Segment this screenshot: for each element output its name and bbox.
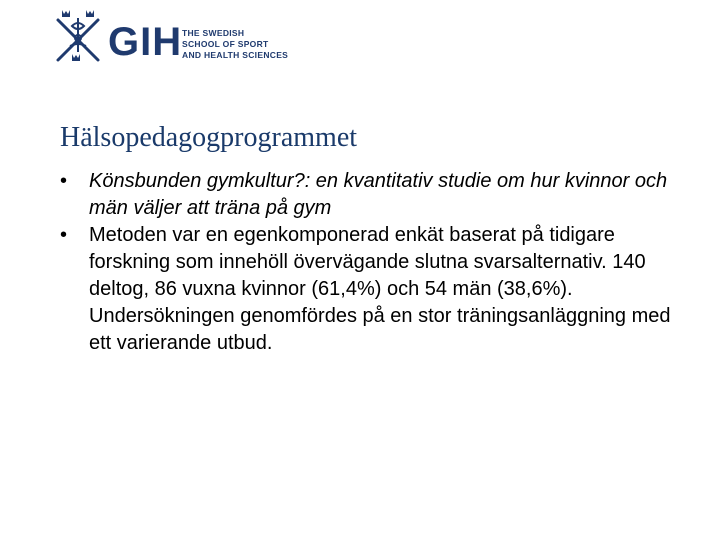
- bullet-item-2: [60, 222, 690, 357]
- logo-subtitle: [182, 28, 288, 61]
- bullet-list: [60, 168, 690, 357]
- slide-title: Hälsopedagogprogrammet: [60, 122, 358, 153]
- bullet-item-1: [60, 168, 690, 222]
- bullet-dot: •: [60, 170, 68, 192]
- bullet-text: Metoden var en egenkomponerad enkät baserat på tidigare forskning som innehöll övervägande slutna svarsalternativ. 140 deltog, 86 vuxna kvinnor (61,4%) och 54 män (38,6%). Undersökningen genomfördes på en stor träningsanläggning med ett varierande utbud.: [89, 224, 671, 354]
- logo-wordmark: GIH: [108, 20, 183, 64]
- logo-line-3: AND HEALTH SCIENCES: [182, 50, 289, 60]
- crown-crest-icon: [50, 6, 106, 76]
- logo-line-1: THE SWEDISH: [182, 28, 245, 38]
- gih-logo: [50, 6, 290, 76]
- bullet-dot: •: [60, 224, 68, 246]
- logo-line-2: SCHOOL OF SPORT: [182, 39, 269, 49]
- bullet-text: Könsbunden gymkultur?: en kvantitativ studie om hur kvinnor och män väljer att träna på gym: [89, 170, 668, 219]
